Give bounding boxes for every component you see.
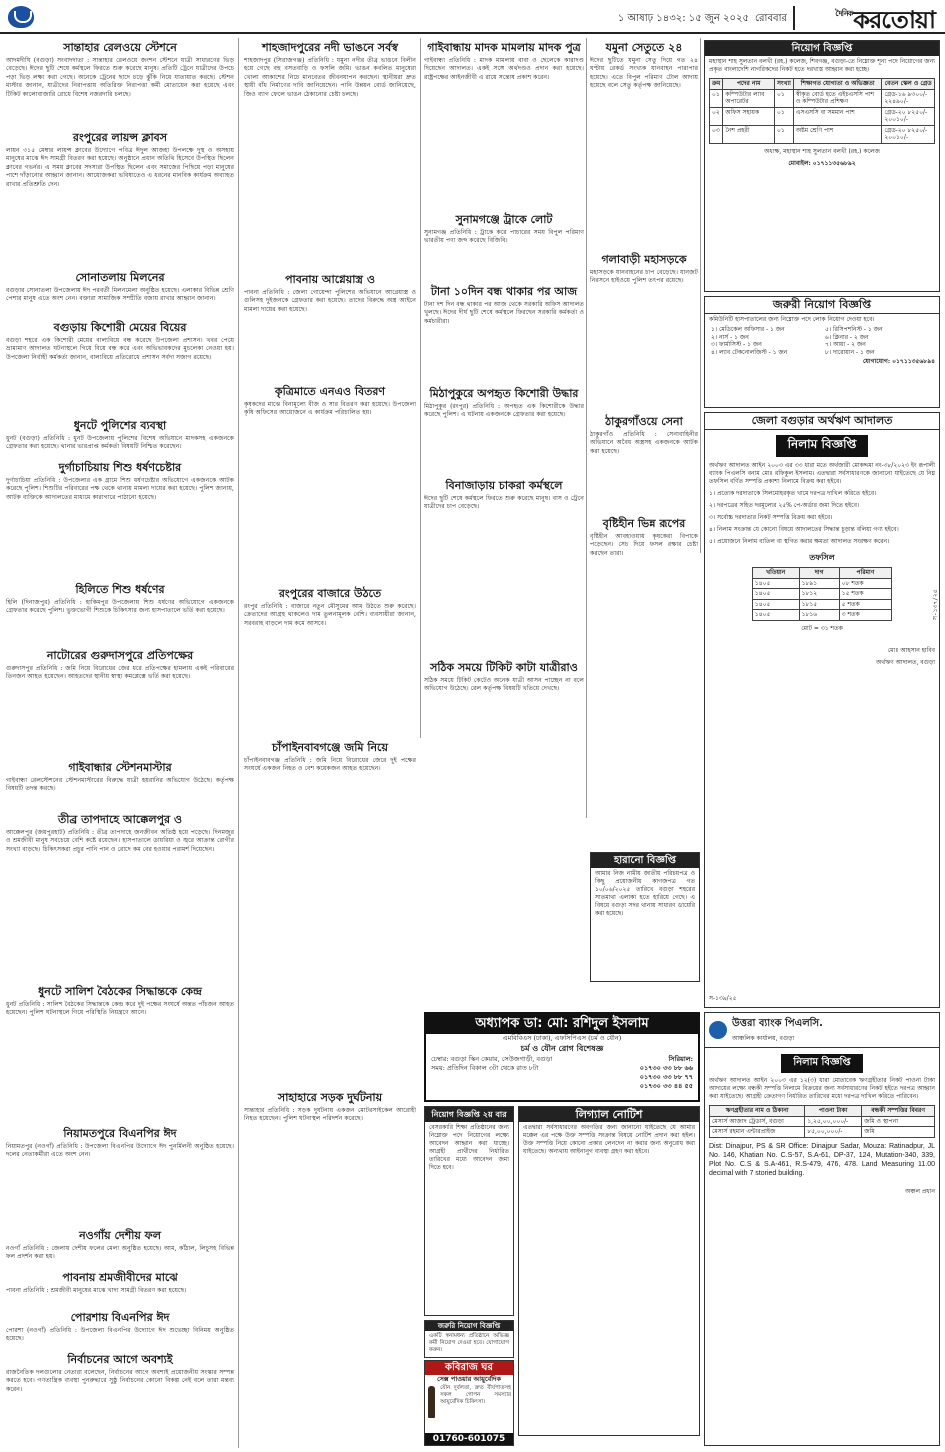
news-article [424, 478, 584, 658]
article-headline: সোনাতলায় মিলনের [75, 271, 165, 284]
notice-signer-title: অর্থঋণ আদালত, বগুড়া [876, 658, 935, 666]
news-article [244, 40, 416, 270]
bank-identity [732, 1016, 823, 1044]
auction-rule: ৪। নিলাম সংক্রান্ত যে কোনো বিষয়ে আদালতের সিদ্ধান্ত চূড়ান্ত বলিয়া গণ্য হইবে। [709, 526, 899, 533]
news-article [590, 414, 698, 514]
article-body: ধুনট (বগুড়া) প্রতিনিধি : ধুনট উপজেলায় পুলিশের বিশেষ অভিযানে মাদকসহ একজনকে গ্রেফতার করা হয়েছে। থানার ভারপ্রাপ্ত কর্মকর্তা বিষয়টি নিশ্চিত করেছেন। [6, 435, 234, 451]
list-item: ১। মেডিকেল অফিসার - ১ জন [711, 326, 785, 333]
header-divider [793, 6, 795, 30]
article-headline: গলাবাড়ী মহাসড়কে [601, 253, 687, 266]
notice-title-wrap [705, 430, 939, 460]
table-header-row [710, 79, 935, 90]
article-body: পাবনা প্রতিনিধি : শ্রমজীবী মানুষের মাঝে খাদ্য সামগ্রী বিতরণ করা হয়েছে। [6, 1287, 187, 1294]
article-headline: সান্তাহার রেলওয়ে স্টেশনে [63, 41, 177, 54]
article-headline: মিঠাপুকুরে অপহৃত কিশোরী উদ্ধার [429, 387, 579, 400]
table-row [710, 125, 935, 143]
schedule-total: মোট = ৩১ শতক [801, 624, 843, 632]
notice-body: বেসরকারি শিক্ষা প্রতিষ্ঠানের জন্য নিম্নোক্ত পদে নিয়োগের লক্ষ্যে আবেদন আহ্বান করা যাচ্ছে। আগ্রহী প্রার্থীদের নির্ধারিত তারিখের মধ্যে আবেদন জমা দিতে হবে। [429, 1124, 509, 1171]
masthead [835, 2, 935, 42]
serial-label: সিরিয়াল [668, 1055, 691, 1063]
news-article [590, 40, 698, 250]
issue-date: ১ আষাঢ় ১৪৩২: ১৫ জুন ২০২৫ [617, 13, 749, 24]
table-header: ঋণগ্রহীতার নাম ও ঠিকানা [710, 1106, 805, 1117]
table-header: বেতন স্কেল ও গ্রেড [882, 79, 935, 90]
bank-branch: আঞ্চলিক কার্যালয়, বগুড়া [732, 1035, 795, 1042]
ref-tag: স-১৩৭/২৫ [932, 589, 939, 620]
article-headline: ধুনটে পুলিশের ব্যবস্থা [73, 419, 167, 432]
urgent-appointment-notice [704, 296, 940, 408]
article-body: রংপুর প্রতিনিধি : বাজারে নতুন মৌসুমের আম উঠতে শুরু করেছে। ক্রেতাদের আগ্রহ থাকলেও দাম তুলনামূলক বেশি। ব্যবসায়ীরা জানান, সরবরাহ বাড়লে দাম কমে আসবে। [244, 603, 416, 627]
table-cell: মেসার্স আজাদ ট্রেডার্স, বগুড়া [710, 1116, 805, 1127]
table-cell: অফিস সহায়ক [723, 107, 775, 125]
table-row [710, 89, 935, 107]
table-row [710, 107, 935, 125]
article-body: কৃষকদের মাঝে বিনামূল্যে বীজ ও সার বিতরণ করা হয়েছে। উপজেলা কৃষি অফিসের আয়োজনে এ কার্যক্রম পরিচালিত হয়। [244, 401, 416, 417]
table-row [752, 610, 891, 621]
table-cell: গ্রেড-১৬ ৯৩০০/- ২২৪৯০/- [882, 89, 935, 107]
news-article [244, 272, 416, 382]
article-body: বগুড়া শহরে এক কিশোরী মেয়ের বাল্যবিয়ে বন্ধ করেছে উপজেলা প্রশাসন। খবর পেয়ে ভ্রাম্যমাণ আদালত ঘটনাস্থলে গিয়ে বিয়ে বন্ধ করে এবং অভিভাবকদের মুচলেকা নেওয়া হয়। উপজেলা নির্বাহী কর্মকর্তা জানান, বাল্যবিয়ে প্রতিরোধে প্রশাসন সর্বদা সজাগ রয়েছে। [6, 337, 234, 361]
notice-contact: মোবাইল: ০১৭১১৩৫৬৮৯২ [788, 159, 856, 167]
column-rule [238, 38, 239, 1448]
doctor-chamber: চেম্বার: বগুড়া স্কিন কেয়ার, সেউজগাড়ী, বগুড়া [431, 1055, 553, 1063]
article-body: পাবনা প্রতিনিধি : জেলা গোয়েন্দা পুলিশের অভিযানে আগ্নেয়াস্ত্র ও গুলিসহ দুইজনকে গ্রেফতার করা হয়েছে। তাদের বিরুদ্ধে অস্ত্র আইনে মামলা দায়ের করা হয়েছে। [244, 289, 416, 313]
article-headline: বিনাজাড়ায় চাকরা কর্মস্থলে [445, 479, 563, 492]
news-article [424, 40, 584, 210]
table-row [710, 1116, 935, 1127]
news-article [6, 418, 234, 458]
serial-phone: ০১৭৩০ ৩৩ ৪৪ ৫৫ [639, 1082, 693, 1090]
second-appointment-notice [424, 1106, 514, 1316]
serial-phone: ০১৭৩০ ৩৩ ৮৮ ৭৭ [639, 1073, 693, 1081]
news-article [590, 516, 698, 766]
news-article [6, 984, 234, 1124]
article-headline: নওগাঁয় দেশীয় ফল [79, 1229, 161, 1242]
notice-title: নিয়োগ বিজ্ঞপ্তি [705, 41, 939, 56]
notice-title: নিলাম বিজ্ঞপ্তি [776, 435, 869, 457]
list-item: ৬। ক্লিনার - ২ জন [825, 333, 869, 341]
table-cell: ০১ [774, 89, 793, 107]
news-article [424, 212, 584, 282]
table-cell: ১৫ শতক [839, 589, 892, 600]
notice-signer: অঞ্চল প্রধান [905, 1187, 935, 1195]
doctor-degree: এমবিবিএস (ঢাকা), এফসিপিএস (চর্ম ও যৌন) [502, 1034, 622, 1042]
schedule-table [752, 567, 892, 621]
article-headline: শাহজাদপুরের নদী ভাঙনে সর্বস্ব [262, 41, 398, 54]
auction-rule: ২। দরপত্রের সহিত দরমূল্যের ২৫% পে-অর্ডার জমা দিতে হইবে। [709, 502, 860, 509]
schedule-title: তফসিল [809, 553, 835, 562]
table-row [710, 1127, 935, 1138]
article-headline: ধুনটে সালিশ বৈঠকের সিদ্ধান্তকে কেন্দ্র [38, 985, 202, 998]
table-cell: অষ্টম শ্রেণি পাশ [793, 125, 881, 143]
table-cell: ১৮৯১ [799, 578, 839, 589]
notice-signer: অধ্যক্ষ, মহাস্থান শাহ সুলতান বলখী (রহ.) কলেজ [764, 147, 880, 155]
notice-title: হারানো বিজ্ঞপ্তি [591, 853, 699, 868]
table-cell: ১৮১৬ [799, 610, 839, 621]
article-headline: দুর্গাচাচিয়ায় শিশু ধর্ষণচেষ্টার [58, 461, 182, 474]
table-header: ক্রম [710, 79, 723, 90]
table-cell: জমি [862, 1127, 935, 1138]
news-article [244, 1090, 416, 1190]
article-headline: বগুড়ায় কিশোরী মেয়ের বিয়ের [53, 321, 187, 334]
table-row [752, 589, 891, 600]
article-headline: রংপুরের লায়ন্স ক্লাবস [72, 131, 168, 144]
table-cell: ০৮ শতক [839, 578, 892, 589]
notice-title-wrap [705, 1048, 939, 1075]
bank-header [705, 1013, 939, 1048]
notice-intro: মহাস্থান শাহ সুলতান বলখী (রহ.) কলেজ, শিবগঞ্জ, বগুড়া-তে নিম্নোক্ত শূন্য পদে নিয়োগের জন্য প্রকৃত বাংলাদেশি নাগরিকদের নিকট হতে দরখাস্ত আহ্বান করা হচ্ছে। [709, 58, 935, 73]
article-headline: নাটোরের গুরুদাসপুরে প্রতিপক্ষের [46, 649, 194, 662]
article-body: টানা দশ দিন বন্ধ থাকার পর আজ থেকে সরকারি অফিস আদালত খুলছে। ঈদের দীর্ঘ ছুটি শেষে কর্মস্থলে ফিরছেন সরকারি কর্মকর্তা ও কর্মচারীরা। [424, 301, 584, 325]
notice-title: লিগ্যাল নোটিশ [519, 1107, 699, 1122]
article-body: বগুড়ার সোনাতলা উপজেলায় ঈদ পরবর্তী মিলনমেলা অনুষ্ঠিত হয়েছে। এলাকার বিভিন্ন শ্রেণি পেশার মানুষ এতে অংশ নেন। বক্তারা সামাজিক সম্প্রীতি বজায় রাখার আহ্বান জানান। [6, 287, 234, 303]
masthead-title: করতোয়া [853, 6, 935, 34]
ad-body: যৌন দুর্বলতা, দ্রুত বীর্যপাতসহ সকল গোপন সমস্যার আয়ুর্বেদিক চিকিৎসা। [440, 1385, 511, 1405]
article-body: হিলি (দিনাজপুর) প্রতিনিধি : হাকিমপুর উপজেলায় শিশু ধর্ষণের অভিযোগে একজনকে গ্রেফতার করেছে পুলিশ। ভুক্তভোগী শিশুকে চিকিৎসার জন্য হাসপাতালে ভর্তি করা হয়েছে। [6, 599, 234, 615]
notice-body: আমার নিজ নামীয় জাতীয় পরিচয়পত্র ও কিছু প্রয়োজনীয় কাগজপত্র গত ১০/০৬/২০২৫ তারিখে বগুড়া শহরের সাতমাথা এলাকা হতে হারিয়ে গেছে। এ বিষয়ে বগুড়া সদর থানায় সাধারণ ডায়েরি করা হয়েছে। [595, 870, 695, 917]
table-cell: ০২ [710, 107, 723, 125]
table-cell: ১৪০৫ [752, 578, 799, 589]
news-article [6, 1310, 234, 1350]
news-article [6, 1126, 234, 1226]
table-cell: ৩ শতক [839, 610, 892, 621]
notice-intro: অর্থঋণ আদালত আইন ২০০৩ এর ৩৩ ধারা মতে অর্থজারী মোকদ্দমা নং-৩৮/২০২৩ ইং রূপালী ব্যাংক পিএলসি বনাম মোঃ রফিকুল ইসলাম। এতদ্বারা সর্বসাধারণকে জানানো যাইতেছে যে নিম্ন তফসিল বর্ণিত সম্পত্তি প্রকাশ্য নিলামে বিক্রয় করা হইবে। [709, 462, 935, 485]
table-cell: গ্রেড-২০ ৮২৫০/- ২০০১০/- [882, 125, 935, 143]
news-article [6, 1228, 234, 1270]
medicine-bottle-icon [428, 1386, 435, 1418]
article-body: দুর্গাচাচিয়া প্রতিনিধি : উপজেলার এক গ্রামে শিশু ধর্ষণচেষ্টার অভিযোগে একজনকে আটক করেছে পুলিশ। শিশুটির পরিবারের পক্ষ থেকে থানায় মামলা দায়ের করা হয়েছে। পুলিশ জানায়, আটক ব্যক্তিকে আদালতের মাধ্যমে কারাগারে পাঠানো হয়েছে। [6, 477, 234, 501]
table-row [752, 599, 891, 610]
table-cell: ১,২৫,০০,০০০/- [805, 1116, 862, 1127]
table-header: পরিমাণ [839, 568, 892, 579]
issue-weekday: রোববার [755, 13, 787, 24]
article-body: মিঠাপুকুর (রংপুর) প্রতিনিধি : অপহৃত এক কিশোরীকে উদ্ধার করেছে পুলিশ। এ ঘটনায় একজনকে গ্রেফতার করা হয়েছে। [424, 403, 584, 419]
news-article [244, 740, 416, 1000]
article-headline: সঠিক সময়ে টিকিট কাটা যাত্রীরাও [430, 661, 578, 674]
news-article [6, 1352, 234, 1448]
table-header: পাওনা টাকা [805, 1106, 862, 1117]
article-body: ঈদের ছুটি শেষে কর্মস্থলে ফিরতে শুরু করেছে মানুষ। বাস ও ট্রেনে যাত্রীদের চাপ বেড়েছে। [424, 495, 584, 511]
article-headline: নির্বাচনের আগে অবশ্যই [67, 1353, 173, 1366]
table-cell: ০১ [774, 107, 793, 125]
article-body: ঠাকুরগাঁও প্রতিনিধি : সেনাবাহিনীর অভিযানে অবৈধ অস্ত্রসহ একজনকে আটক করা হয়েছে। [590, 431, 698, 455]
vacancy-table [709, 78, 935, 144]
news-article [590, 252, 698, 412]
article-headline: নিয়ামতপুরে বিএনপির ঈদ [63, 1127, 177, 1140]
table-cell: জমি ও স্থাপনা [862, 1116, 935, 1127]
column-rule [700, 38, 701, 553]
article-body: মহাসড়কে যানবাহনের চাপ বেড়েছে। যানজট নিরসনে হাইওয়ে পুলিশ তৎপর রয়েছে। [590, 269, 698, 285]
list-item: ৪। ল্যাব টেকনোলজিস্ট - ১ জন [711, 348, 788, 356]
article-body: আক্কেলপুর (জয়পুরহাট) প্রতিনিধি : তীব্র তাপদাহে জনজীবন অতিষ্ঠ হয়ে পড়েছে। দিনমজুর ও শ্রমজীবী মানুষ সবচেয়ে বেশি কষ্টে রয়েছেন। হাসপাতালে ডায়রিয়া ও জ্বরে আক্রান্ত রোগীর সংখ্যা বাড়ছে। চিকিৎসকরা প্রচুর পানি পান ও রোদে কম বের হওয়ার পরামর্শ দিয়েছেন। [6, 829, 234, 853]
auction-rule: ৩। সর্বোচ্চ দরদাতার নিকট সম্পত্তি বিক্রয় করা হইবে। [709, 514, 833, 521]
notice-body: অর্থঋণ আদালত আইন ২০০৩ এর ১২(৩) ধারা মোতাবেক ঋণগ্রহীতার নিকট পাওনা টাকা আদায়ের লক্ষ্যে বন্ধকী সম্পত্তি নিলামে বিক্রয়ের জন্য সর্বসাধারণের নিকট হইতে দরপত্র আহ্বান করা যাইতেছে। আগ্রহী ক্রেতাগণ নির্ধারিত তারিখের মধ্যে দরপত্র দাখিল করিতে পারিবেন। [709, 1077, 935, 1100]
newspaper-logo-icon [8, 6, 34, 28]
table-cell: ০১ [710, 89, 723, 107]
bank-logo-icon [709, 1021, 727, 1039]
article-headline: বৃষ্টিহীন ভিন্ন রূপের [602, 517, 686, 530]
doctor-chamber-info [431, 1055, 575, 1091]
list-item: ৫। রিসিপশনিস্ট - ১ জন [825, 326, 883, 333]
ad-subtitle: সেক্স পাওয়ার আয়ুর্বেদিক [436, 1375, 502, 1383]
ad-phone: 01760-601075 [425, 1433, 513, 1445]
article-body: লায়ন ৩১৫ মেম্বার লায়ন্স ক্লাবের উদ্যোগে পবিত্র ঈদুল আজহা উপলক্ষে দুস্থ ও অসহায় মানুষের মাঝে ঈদ সামগ্রী বিতরণ করা হয়েছে। অনুষ্ঠানে প্রধান অতিথি হিসেবে উপস্থিত ছিলেন ক্লাবের গভর্নর। এ সময় ক্লাবের সদস্যরা উপস্থিত ছিলেন এবং সমাজের পিছিয়ে পড়া মানুষের পাশে দাঁড়ানোর আহ্বান জানান। আয়োজকরা ভবিষ্যতেও এ ধরনের মানবিক কার্যক্রম অব্যাহত রাখার প্রতিশ্রুতি দেন। [6, 147, 234, 188]
news-article [6, 1270, 234, 1310]
table-cell: ১৮১২ [799, 589, 839, 600]
news-article [6, 130, 234, 270]
list-item: ২। নার্স - ১ জন [711, 333, 749, 341]
article-body: পোরশা (নওগাঁ) প্রতিনিধি : উপজেলা বিএনপির উদ্যোগে ঈদ শুভেচ্ছা বিনিময় অনুষ্ঠিত হয়েছে। [6, 1327, 234, 1343]
table-cell: ১৪০৫ [752, 599, 799, 610]
article-headline: ঠাকুরগাঁওয়ে সেনা [605, 415, 683, 428]
article-body: সুনামগঞ্জ প্রতিনিধি : ট্রাকে করে পাচারের সময় বিপুল পরিমাণ ভারতীয় পণ্য জব্দ করেছে বিজিবি। [424, 229, 584, 245]
article-body: চাঁপাইনবাবগঞ্জ প্রতিনিধি : জমি নিয়ে বিরোধের জেরে দুই পক্ষের সংঘর্ষে একজন নিহত ও বেশ কয়েকজন আহত হয়েছেন। [244, 757, 416, 773]
kabiraj-ad [424, 1360, 514, 1446]
appointment-notice [704, 40, 940, 292]
doctor-serial: সিরিয়াল: ০১৭৩০ ৩৩ ৮৮ ৬৬ ০১৭৩০ ৩৩ ৮৮ ৭৭ ০১৭৩০ ৩৩ ৪৪ ৫৫ [583, 1055, 693, 1091]
article-body: নিয়ামতপুর (নওগাঁ) প্রতিনিধি : উপজেলা বিএনপির উদ্যোগে ঈদ পুনর্মিলনী অনুষ্ঠিত হয়েছে। দলের নেতাকর্মীরা এতে অংশ নেন। [6, 1143, 234, 1159]
list-item: ৮। দারোয়ান - ১ জন [825, 348, 875, 356]
bank-name: উত্তরা ব্যাংক পিএলসি. [732, 1018, 823, 1029]
table-cell: এসএসসি বা সমমান পাশ [793, 107, 881, 125]
notice-title: নিলাম বিজ্ঞপ্তি [781, 1054, 862, 1073]
article-headline: সাহাহারে সড়ক দুর্ঘটনায় [277, 1091, 383, 1104]
auction-rule: ৫। প্রয়োজনে নিলাম বাতিল বা স্থগিত করার ক্ষমতা আদালত সংরক্ষণ করেন। [709, 538, 890, 545]
article-body: আদমদীঘি (বগুড়া) সংবাদদাতা : সান্তাহার রেলওয়ে জংশন স্টেশনে যাত্রী সাধারণের ভিড় বেড়েছে। ঈদের ছুটি শেষে কর্মস্থলে ফিরতে শুরু করেছে মানুষ। প্রতিটি ট্রেনে যাত্রীদের উপচে পড়া ভিড় লক্ষ্য করা গেছে। অনেকে ট্রেনের ছাদে চড়ে ঝুঁকি নিয়ে যাতায়াত করছে। স্টেশন মাস্টার জানান, যাত্রীদের নিরাপত্তায় অতিরিক্ত নিরাপত্তা কর্মী মোতায়েন করা হয়েছে এবং টিকিট কালোবাজারি রোধে বিশেষ নজরদারি চলছে। [6, 57, 234, 98]
notice-body: এতদ্বারা সর্বসাধারণের অবগতির জন্য জানানো যাইতেছে যে আমার মক্কেল এর পক্ষে উক্ত সম্পত্তি সংক্রান্ত বিষয়ে নোটিশ প্রদান করা হইল। উক্ত সম্পত্তি নিয়ে কোনো প্রকার লেনদেন না করার জন্য অনুরোধ করা যাইতেছে। অন্যথায় আইনানুগ ব্যবস্থা গ্রহণ করা হইবে। [523, 1124, 695, 1155]
lost-notice [590, 852, 700, 982]
notice-intro: কমিউনিটি হাসপাতালের জন্য নিম্নোক্ত পদে লোক নিয়োগ দেওয়া হবে। [709, 316, 875, 323]
loan-table [709, 1105, 935, 1138]
doctor-ad [424, 1012, 700, 1102]
auction-notice [704, 412, 940, 1008]
news-article [6, 648, 234, 758]
news-article [6, 270, 234, 318]
article-headline: সুনামগঞ্জে ট্রাকে লোট [455, 213, 553, 226]
list-item: ৭। আয়া - ২ জন [825, 341, 866, 349]
vacancy-list [705, 326, 939, 356]
table-cell: ১৪০৫ [752, 589, 799, 600]
auction-rule: ১। প্রত্যেক দরদাতাকে সিলমোহরকৃত খামে দরপত্র দাখিল করিতে হইবে। [709, 490, 877, 497]
article-body: গুরুদাসপুর প্রতিনিধি : জমি নিয়ে বিরোধের জের ধরে প্রতিপক্ষের হামলায় একই পরিবারের তিনজন আহত হয়েছেন। আহতদের স্থানীয় স্বাস্থ্য কমপ্লেক্সে ভর্তি করা হয়েছে। [6, 665, 234, 681]
news-article [424, 660, 584, 780]
article-headline: রংপুরের বাজারে উঠতে [278, 587, 382, 600]
notice-title: জরুরী নিয়োগ বিজ্ঞপ্তি [705, 297, 939, 314]
news-article [6, 460, 234, 580]
column-rule [586, 38, 587, 818]
article-headline: চাঁপাইনবাবগঞ্জে জমি নিয়ে [272, 741, 388, 754]
column-rule [420, 38, 421, 738]
court-name: জেলা বগুড়ার অর্থঋণ আদালত [705, 413, 939, 430]
serial-phone: ০১৭৩০ ৩৩ ৮৮ ৬৬ [639, 1064, 693, 1072]
news-article [6, 320, 234, 416]
urgent-small-notice [424, 1320, 514, 1358]
article-headline: পাবনায় আগ্নেয়াস্ত্র ও [285, 273, 375, 286]
article-headline: পোরশায় বিএনপির ঈদ [70, 1311, 170, 1324]
article-headline: কৃত্রিমাতে এনএও বিতরণ [274, 385, 386, 398]
legal-notice [518, 1106, 700, 1436]
table-cell: নৈশ প্রহরী [723, 125, 775, 143]
news-article [244, 586, 416, 736]
article-body: শাহজাদপুর (সিরাজগঞ্জ) প্রতিনিধি : যমুনা নদীর তীব্র ভাঙনে বিলীন হয়ে গেছে বহু বসতবাড়ি ও ফসলি জমি। ভাঙন কবলিত মানুষেরা খোলা আকাশের নিচে মানবেতর জীবনযাপন করছেন। স্থানীয়রা দ্রুত স্থায়ী বাঁধ নির্মাণের দাবি জানিয়েছেন। পানি উন্নয়ন বোর্ড জানিয়েছে, জিও ব্যাগ ফেলে ভাঙন ঠেকানোর চেষ্টা চলছে। [244, 57, 416, 98]
article-headline: টানা ১০দিন বন্ধ থাকার পর আজ [430, 285, 578, 298]
table-cell: ১৮১৫ [799, 599, 839, 610]
article-body: রাজনৈতিক দলগুলোর নেতারা বলেছেন, নির্বাচনের আগে অবশ্যই প্রয়োজনীয় সংস্কার সম্পন্ন করতে হবে। গণতান্ত্রিক ব্যবস্থা পুনরুদ্ধারে সুষ্ঠু নির্বাচনের কোনো বিকল্প নেই বলে তারা মন্তব্য করেন। [6, 1369, 234, 1393]
table-header: দাগ [799, 568, 839, 579]
ad-content [425, 1384, 513, 1420]
table-header: সংখ্যা [774, 79, 793, 90]
article-body: নওগাঁ প্রতিনিধি : জেলায় দেশীয় ফলের মেলা অনুষ্ঠিত হয়েছে। আম, কাঁঠাল, লিচুসহ বিভিন্ন ফল প্রদর্শন করা হয়। [6, 1245, 234, 1261]
ad-title: কবিরাজ ঘর [425, 1361, 513, 1375]
table-cell: মেসার্স রহমান এন্টারপ্রাইজ [710, 1127, 805, 1138]
notice-title: নিয়োগ বিজ্ঞপ্তি ২য় বার [425, 1107, 513, 1122]
ref-tag: স-১৩৯/২৫ [709, 995, 737, 1002]
masthead-prefix: দৈনিক [835, 9, 853, 18]
news-article [424, 284, 584, 384]
property-description: Dist: Dinajpur, PS & SR Office: Dinajpur Sadar, Mouza: Ratinadpur, JL No. 146, Khatian No. C.S-57, S.A-61, DP-37, 124, Mutation-340, 339, Plot No. C.S & S.A-461, R.S-479, 476, 478. Land Measuring 11.00 decimal with 7 storied building. [709, 1142, 935, 1177]
doctor-specialty: চর্ম ও যৌন রোগ বিশেষজ্ঞ [520, 1044, 604, 1053]
notice-signer: মোঃ আহসান হাবিব [887, 646, 935, 654]
table-header: পদের নাম [723, 79, 775, 90]
table-cell: গ্রেড-২০ ৮২৫০/- ২০০১০/- [882, 107, 935, 125]
table-cell: স্বীকৃত বোর্ড হতে এইচএসসি পাশ ও কম্পিউটার প্রশিক্ষণ [793, 89, 881, 107]
notice-contact: যোগাযোগ: ০১৭১১৩৫৬৮৯৪ [862, 358, 935, 366]
table-header-row [752, 568, 891, 579]
table-cell: ০৩ [710, 125, 723, 143]
list-item: ৩। ফার্মাসিস্ট - ১ জন [711, 341, 762, 349]
article-headline: যমুনা সেতুতে ২৪ [605, 41, 683, 54]
page-header [0, 0, 945, 34]
doctor-name: অধ্যাপক ডা: মো: রশিদুল ইসলাম [426, 1014, 698, 1034]
news-article [424, 386, 584, 476]
table-row [752, 578, 891, 589]
table-header: শিক্ষাগত যোগ্যতা ও অভিজ্ঞতা [793, 79, 881, 90]
doctor-info-row [426, 1054, 698, 1092]
table-cell: কম্পিউটার ল্যাব অপারেটর [723, 89, 775, 107]
news-article [6, 582, 234, 646]
article-body: সঠিক সময়ে টিকিট কেটেও অনেক যাত্রী আসন পাচ্ছেন না বলে অভিযোগ উঠেছে। রেল কর্তৃপক্ষ বিষয়টি খতিয়ে দেখছে। [424, 677, 584, 693]
article-headline: গাইবান্ধার স্টেশনমাস্টার [68, 761, 172, 774]
article-body: সান্তাহার প্রতিনিধি : সড়ক দুর্ঘটনায় একজন মোটরসাইকেল আরোহী নিহত হয়েছেন। পুলিশ ঘটনাস্থল পরিদর্শন করেছে। [244, 1107, 416, 1123]
news-article [6, 760, 234, 810]
article-body: গাইবান্ধা রেলস্টেশনের স্টেশনমাস্টারের বিরুদ্ধে যাত্রী হয়রানির অভিযোগ উঠেছে। কর্তৃপক্ষ বিষয়টি তদন্ত করছে। [6, 777, 234, 793]
article-body: বৃষ্টিহীন আবহাওয়ায় কৃষকেরা বিপাকে পড়েছেন। সেচ দিয়ে ফসল রক্ষার চেষ্টা করছেন তারা। [590, 533, 698, 557]
table-cell: ০১ [774, 125, 793, 143]
article-headline: হিলিতে শিশু ধর্ষণের [75, 583, 165, 596]
article-body: ধুনট প্রতিনিধি : সালিশ বৈঠকের সিদ্ধান্তকে কেন্দ্র করে দুই পক্ষের সংঘর্ষে অন্তত পাঁচজন আহত হয়েছেন। পুলিশ ঘটনাস্থলে গিয়ে পরিস্থিতি নিয়ন্ত্রণে আনে। [6, 1001, 234, 1017]
article-body: গাইবান্ধা প্রতিনিধি : মাদক মামলায় বাবা ও ছেলেকে কারাদণ্ড দিয়েছেন আদালত। একই সঙ্গে অর্থদণ্ডও প্রদান করা হয়েছে। রাষ্ট্রপক্ষের আইনজীবী এ রায়ে সন্তোষ প্রকাশ করেন। [424, 57, 584, 81]
news-article [6, 40, 234, 128]
table-header: বন্ধকী সম্পত্তির বিবরণ [862, 1106, 935, 1117]
table-header: খতিয়ান [752, 568, 799, 579]
table-cell: ৮৫,০০,০০০/- [805, 1127, 862, 1138]
table-header-row [710, 1106, 935, 1117]
article-headline: গাইবান্ধায় মাদক মামলায় মাদক পুত্র [427, 41, 581, 54]
article-headline: পাবনায় শ্রমজীবীদের মাঝে [62, 1271, 178, 1284]
table-cell: ৫ শতক [839, 599, 892, 610]
doctor-time: সময়: প্রতিদিন বিকাল ৩টা থেকে রাত ৮টা [431, 1064, 539, 1072]
news-article [244, 384, 416, 584]
article-body: ঈদের ছুটিতে যমুনা সেতু দিয়ে গত ২৪ ঘণ্টায় রেকর্ড সংখ্যক যানবাহন পারাপার হয়েছে। এতে বিপুল পরিমাণ টোল আদায় হয়েছে বলে সেতু কর্তৃপক্ষ জানিয়েছে। [590, 57, 698, 90]
article-headline: তীব্র তাপদাহে আক্কেলপুর ও [58, 813, 182, 826]
table-cell: ১৪০৫ [752, 610, 799, 621]
news-article [6, 812, 234, 982]
bank-auction-notice [704, 1012, 940, 1446]
notice-body: একটি স্বনামধন্য প্রতিষ্ঠানে অভিজ্ঞ কর্মী নিয়োগ দেওয়া হবে। যোগাযোগ করুন। [429, 1333, 509, 1353]
notice-title: জরুরি নিয়োগ বিজ্ঞপ্তি [425, 1321, 513, 1331]
